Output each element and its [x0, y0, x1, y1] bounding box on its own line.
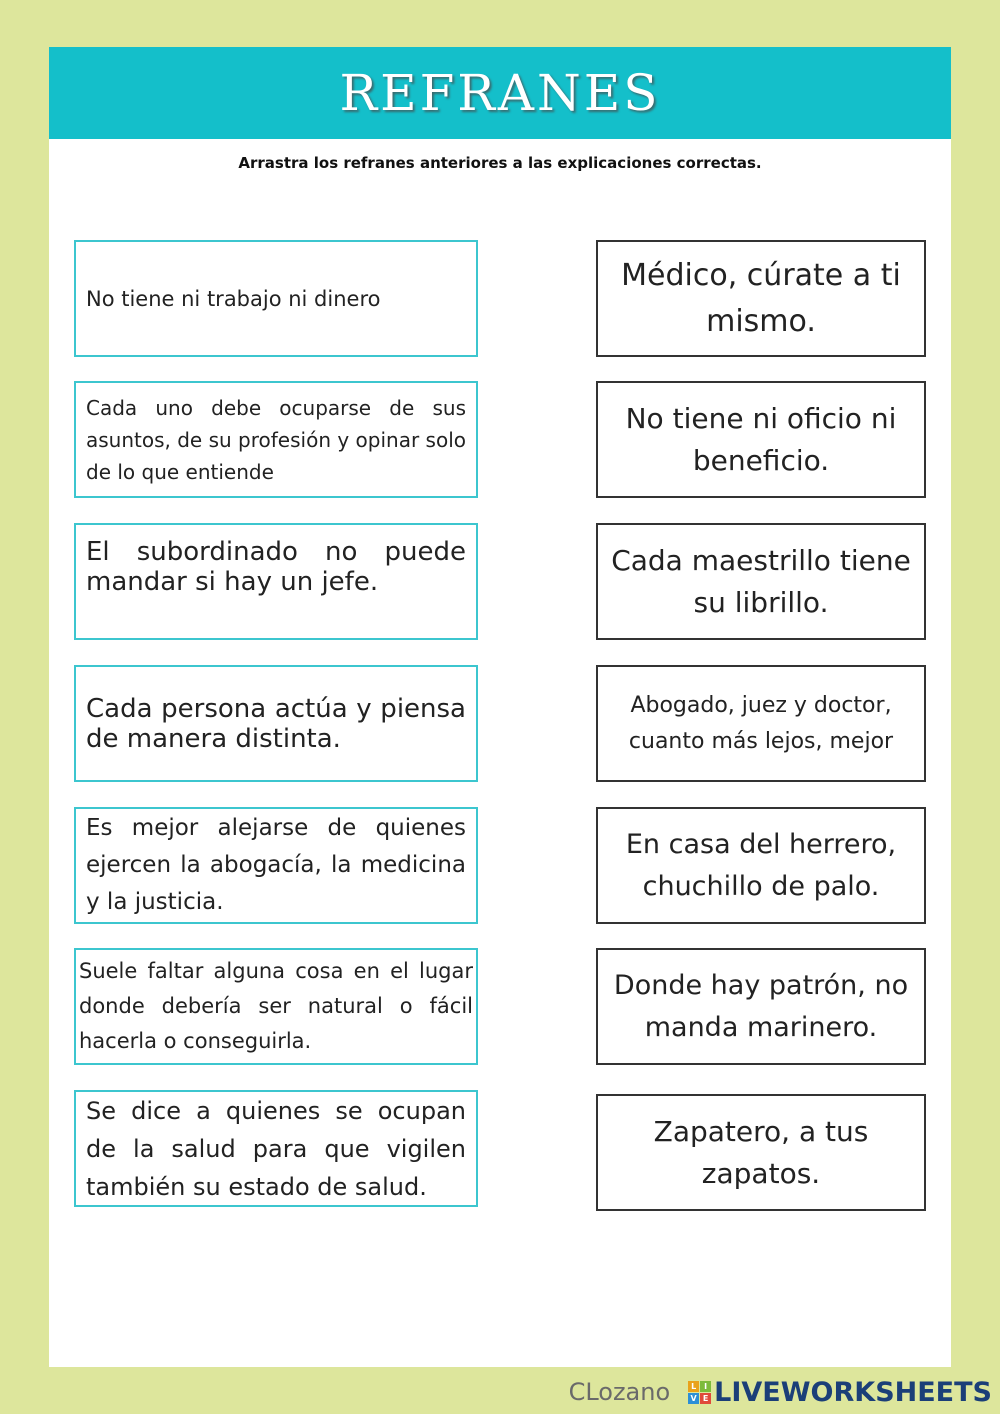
- explanation-box[interactable]: Cada persona actúa y piensa de manera distinta.: [74, 665, 478, 782]
- explanation-box[interactable]: Se dice a quienes se ocupan de la salud para que vigilen también su estado de salud.: [74, 1090, 478, 1207]
- proverb-box[interactable]: No tiene ni oficio ni beneficio.: [596, 381, 926, 498]
- proverb-box[interactable]: Donde hay patrón, no manda marinero.: [596, 948, 926, 1065]
- explanation-box[interactable]: Es mejor alejarse de quienes ejercen la abogacía, la medicina y la justicia.: [74, 807, 478, 924]
- live-blocks-icon: L I V E: [688, 1381, 711, 1404]
- explanation-box[interactable]: No tiene ni trabajo ni dinero: [74, 240, 478, 357]
- proverb-box[interactable]: En casa del herrero, chuchillo de palo.: [596, 807, 926, 924]
- explanation-box[interactable]: Cada uno debe ocuparse de sus asuntos, de su profesión y opinar solo de lo que entiende: [74, 381, 478, 498]
- liveworksheets-logo: [688, 1377, 992, 1408]
- proverb-box[interactable]: Zapatero, a tus zapatos.: [596, 1094, 926, 1211]
- proverb-box[interactable]: Cada maestrillo tiene su librillo.: [596, 523, 926, 640]
- author-signature: CLozano: [568, 1378, 671, 1406]
- title-banner: [49, 47, 951, 139]
- explanation-box[interactable]: El subordinado no puede mandar si hay un jefe.: [74, 523, 478, 640]
- proverb-box[interactable]: Médico, cúrate a ti mismo.: [596, 240, 926, 357]
- page-title: REFRANES: [339, 64, 661, 122]
- instruction: Arrastra los refranes anteriores a las explicaciones correctas.: [238, 154, 762, 172]
- logo-text: LIVEWORKSHEETS: [714, 1376, 992, 1408]
- explanation-box[interactable]: Suele faltar alguna cosa en el lugar donde debería ser natural o fácil hacerla o conseguirla.: [74, 948, 478, 1065]
- proverb-box[interactable]: Abogado, juez y doctor, cuanto más lejos, mejor: [596, 665, 926, 782]
- footer: [569, 1374, 992, 1410]
